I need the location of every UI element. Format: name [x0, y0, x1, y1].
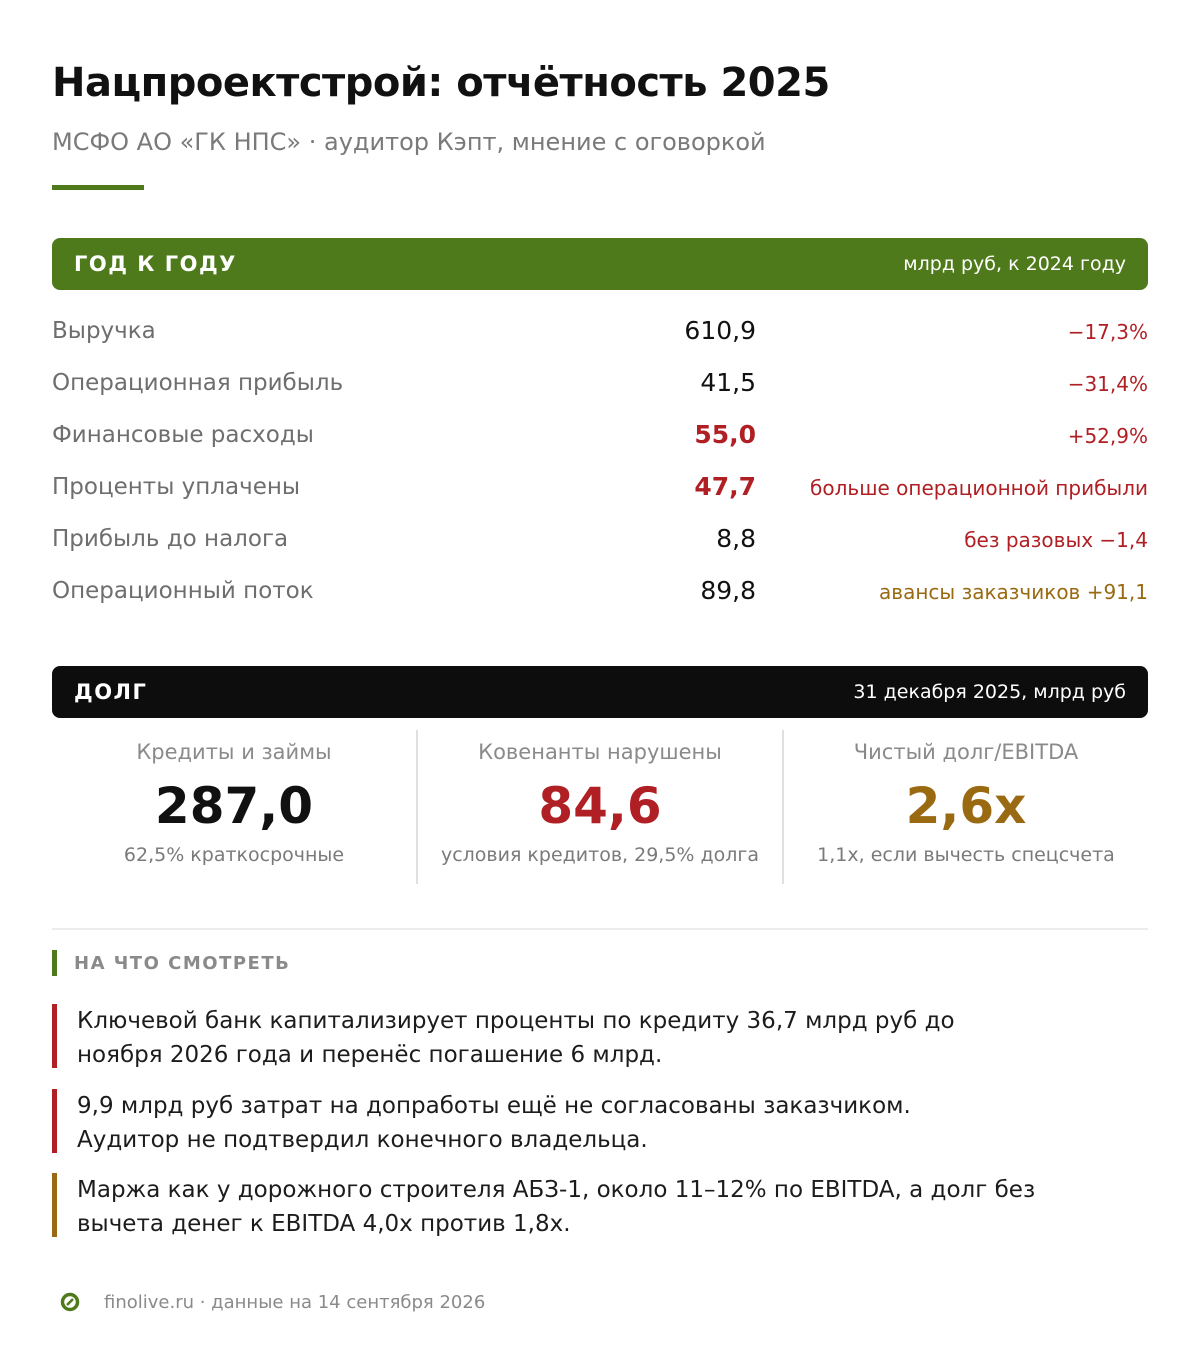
yoy-row-change: −17,3%: [1067, 320, 1148, 344]
yoy-row-value: 610,9: [684, 316, 756, 345]
yoy-row-value: 47,7: [694, 472, 756, 501]
yoy-row-name: Проценты уплачены: [52, 474, 301, 500]
footer-source: finolive.ru · данные на 14 сентября 2026: [104, 1291, 486, 1313]
kpi-value: 2,6x: [905, 777, 1027, 835]
kpi-note: 1,1x, если вычесть спецсчета: [817, 844, 1115, 866]
yoy-section-note: млрд руб, к 2024 году: [903, 253, 1126, 275]
watch-item-line: ноября 2026 года и перенёс погашение 6 млрд.: [77, 1042, 663, 1068]
kpi-note: условия кредитов, 29,5% долга: [440, 844, 760, 866]
kpi-label: Чистый долг/EBITDA: [853, 740, 1079, 764]
page-subtitle: МСФО АО «ГК НПС» · аудитор Кэпт, мнение с оговоркой: [52, 128, 766, 156]
yoy-row-change: больше операционной прибыли: [810, 476, 1148, 500]
yoy-row-name: Финансовые расходы: [52, 422, 314, 448]
debt-section-header: [52, 666, 1148, 718]
kpi-covenants-breached: [416, 730, 782, 884]
footer: [58, 1290, 485, 1314]
page-title: Нацпроектстрой: отчётность 2025: [52, 60, 830, 106]
kpi-note: 62,5% краткосрочные: [123, 844, 345, 866]
yoy-row-name: Операционный поток: [52, 578, 314, 604]
kpi-value: 287,0: [154, 777, 314, 835]
kpi-loans: [52, 730, 416, 884]
yoy-section-header: [52, 238, 1148, 290]
yoy-row-value: 8,8: [716, 524, 756, 553]
yoy-section-label: ГОД К ГОДУ: [74, 252, 237, 276]
yoy-row-change: −31,4%: [1067, 372, 1148, 396]
watch-item-line: Аудитор не подтвердил конечного владельца.: [77, 1127, 648, 1153]
watch-section-title: НА ЧТО СМОТРЕТЬ: [74, 952, 291, 974]
watch-item-marker: [52, 1004, 57, 1068]
yoy-row-name: Прибыль до налога: [52, 526, 289, 552]
watch-item-text: [77, 1173, 1052, 1241]
watch-item-text: [77, 1004, 1052, 1072]
finolive-logo-icon: [58, 1290, 82, 1314]
yoy-row-value: 89,8: [700, 576, 756, 605]
yoy-row-name: Выручка: [52, 318, 156, 344]
yoy-row-operating-cashflow: [52, 568, 1148, 620]
kpi-label: Кредиты и займы: [136, 740, 332, 764]
watch-item-line: вычета денег к EBITDA 4,0x против 1,8x.: [77, 1211, 571, 1237]
yoy-row-pretax-profit: [52, 516, 1148, 568]
debt-section-label: ДОЛГ: [74, 680, 148, 704]
kpi-net-debt-ebitda: [782, 730, 1148, 884]
yoy-row-name: Операционная прибыль: [52, 370, 344, 396]
title-accent-bar: [52, 185, 144, 190]
yoy-row-value: 55,0: [694, 420, 756, 449]
watch-item-text: [77, 1089, 1052, 1157]
watch-item: [52, 1173, 1052, 1237]
yoy-row-operating-profit: [52, 360, 1148, 412]
yoy-row-change: без разовых −1,4: [964, 528, 1148, 552]
watch-item-line: 9,9 млрд руб затрат на допработы ещё не согласованы заказчиком.: [77, 1093, 911, 1119]
yoy-row-interest-paid: [52, 464, 1148, 516]
kpi-label: Ковенанты нарушены: [478, 740, 722, 764]
watch-section-header: [52, 950, 290, 976]
watch-accent-bar: [52, 950, 57, 976]
watch-item-line: Маржа как у дорожного строителя АБЗ-1, около 11–12% по EBITDA, а долг без: [77, 1177, 1036, 1203]
yoy-row-change: авансы заказчиков +91,1: [879, 580, 1148, 604]
kpi-value: 84,6: [538, 777, 662, 835]
yoy-row-finance-costs: [52, 412, 1148, 464]
debt-section-note: 31 декабря 2025, млрд руб: [853, 681, 1126, 703]
watch-item: [52, 1089, 1052, 1153]
section-divider: [52, 928, 1148, 930]
watch-item-marker: [52, 1173, 57, 1237]
watch-item: [52, 1004, 1052, 1068]
yoy-table: [52, 308, 1148, 620]
debt-kpi-row: [52, 730, 1148, 884]
watch-item-marker: [52, 1089, 57, 1153]
watch-item-line: Ключевой банк капитализирует проценты по кредиту 36,7 млрд руб до: [77, 1008, 955, 1034]
yoy-row-revenue: [52, 308, 1148, 360]
yoy-row-value: 41,5: [700, 368, 756, 397]
yoy-row-change: +52,9%: [1067, 424, 1148, 448]
